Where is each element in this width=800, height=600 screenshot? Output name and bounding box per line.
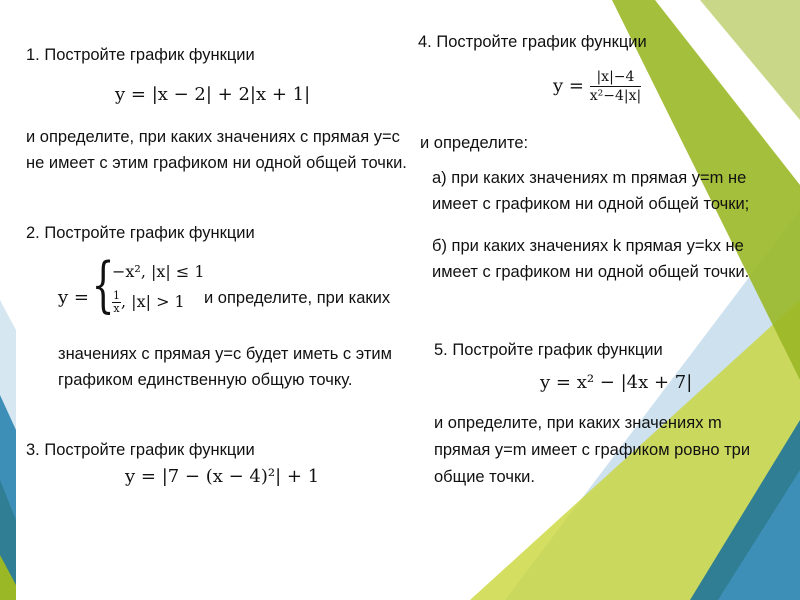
task2-heading: 2. Постройте график функции — [26, 224, 255, 242]
task2-lhs: y = — [58, 287, 89, 308]
task2-case2-num: 1 — [113, 289, 120, 302]
task4-fraction — [590, 68, 641, 105]
task4-num: |x|−4 — [590, 68, 641, 87]
task2-case2-cond: , |x| > 1 — [121, 292, 185, 311]
task2-case2 — [112, 290, 185, 315]
task1-line2: не имеет с этим графиком ни одной общей точки. — [26, 154, 407, 172]
task5-formula: y = x² − |4x + 7| — [540, 372, 693, 393]
task4-formula — [553, 68, 641, 105]
task4-den: x²−4|x| — [589, 88, 642, 104]
task4-b-line2: имеет с графиком ни одной общей точки. — [432, 263, 750, 281]
task5-line3: общие точки. — [434, 468, 535, 486]
task1-formula: y = |x − 2| + 2|x + 1| — [115, 84, 311, 105]
task4-heading: 4. Постройте график функции — [418, 33, 647, 51]
task5-line1: и определите, при каких значениях m — [434, 414, 722, 432]
task3-formula: y = |7 − (x − 4)²| + 1 — [125, 466, 320, 487]
task2-case2-den: x — [113, 302, 120, 315]
task5-heading: 5. Постройте график функции — [434, 341, 663, 359]
brace-icon: { — [91, 250, 115, 320]
task4-a-line1: а) при каких значениях m прямая у=m не — [432, 169, 747, 187]
task4-define: и определите: — [420, 134, 529, 152]
task2-case1: −x², |x| ≤ 1 — [112, 262, 205, 281]
task1-heading: 1. Постройте график функции — [26, 46, 255, 64]
task1-line1: и определите, при каких значениях с прямая у=с — [26, 128, 400, 146]
task5-line2: прямая у=m имеет с графиком ровно три — [434, 441, 751, 459]
task2-after: и определите, при каких — [204, 289, 391, 307]
task3-heading: 3. Постройте график функции — [26, 441, 255, 459]
task4-b-line1: б) при каких значениях k прямая у=kx не — [432, 237, 744, 255]
task2-line2: графиком единственную общую точку. — [58, 371, 353, 389]
task4-a-line2: имеет с графиком ни одной общей точки; — [432, 195, 750, 213]
task2-case2-fraction — [112, 290, 121, 315]
task4-lhs: y = — [553, 75, 584, 97]
task2-line1: значениях с прямая у=с будет иметь с этим — [58, 345, 392, 363]
